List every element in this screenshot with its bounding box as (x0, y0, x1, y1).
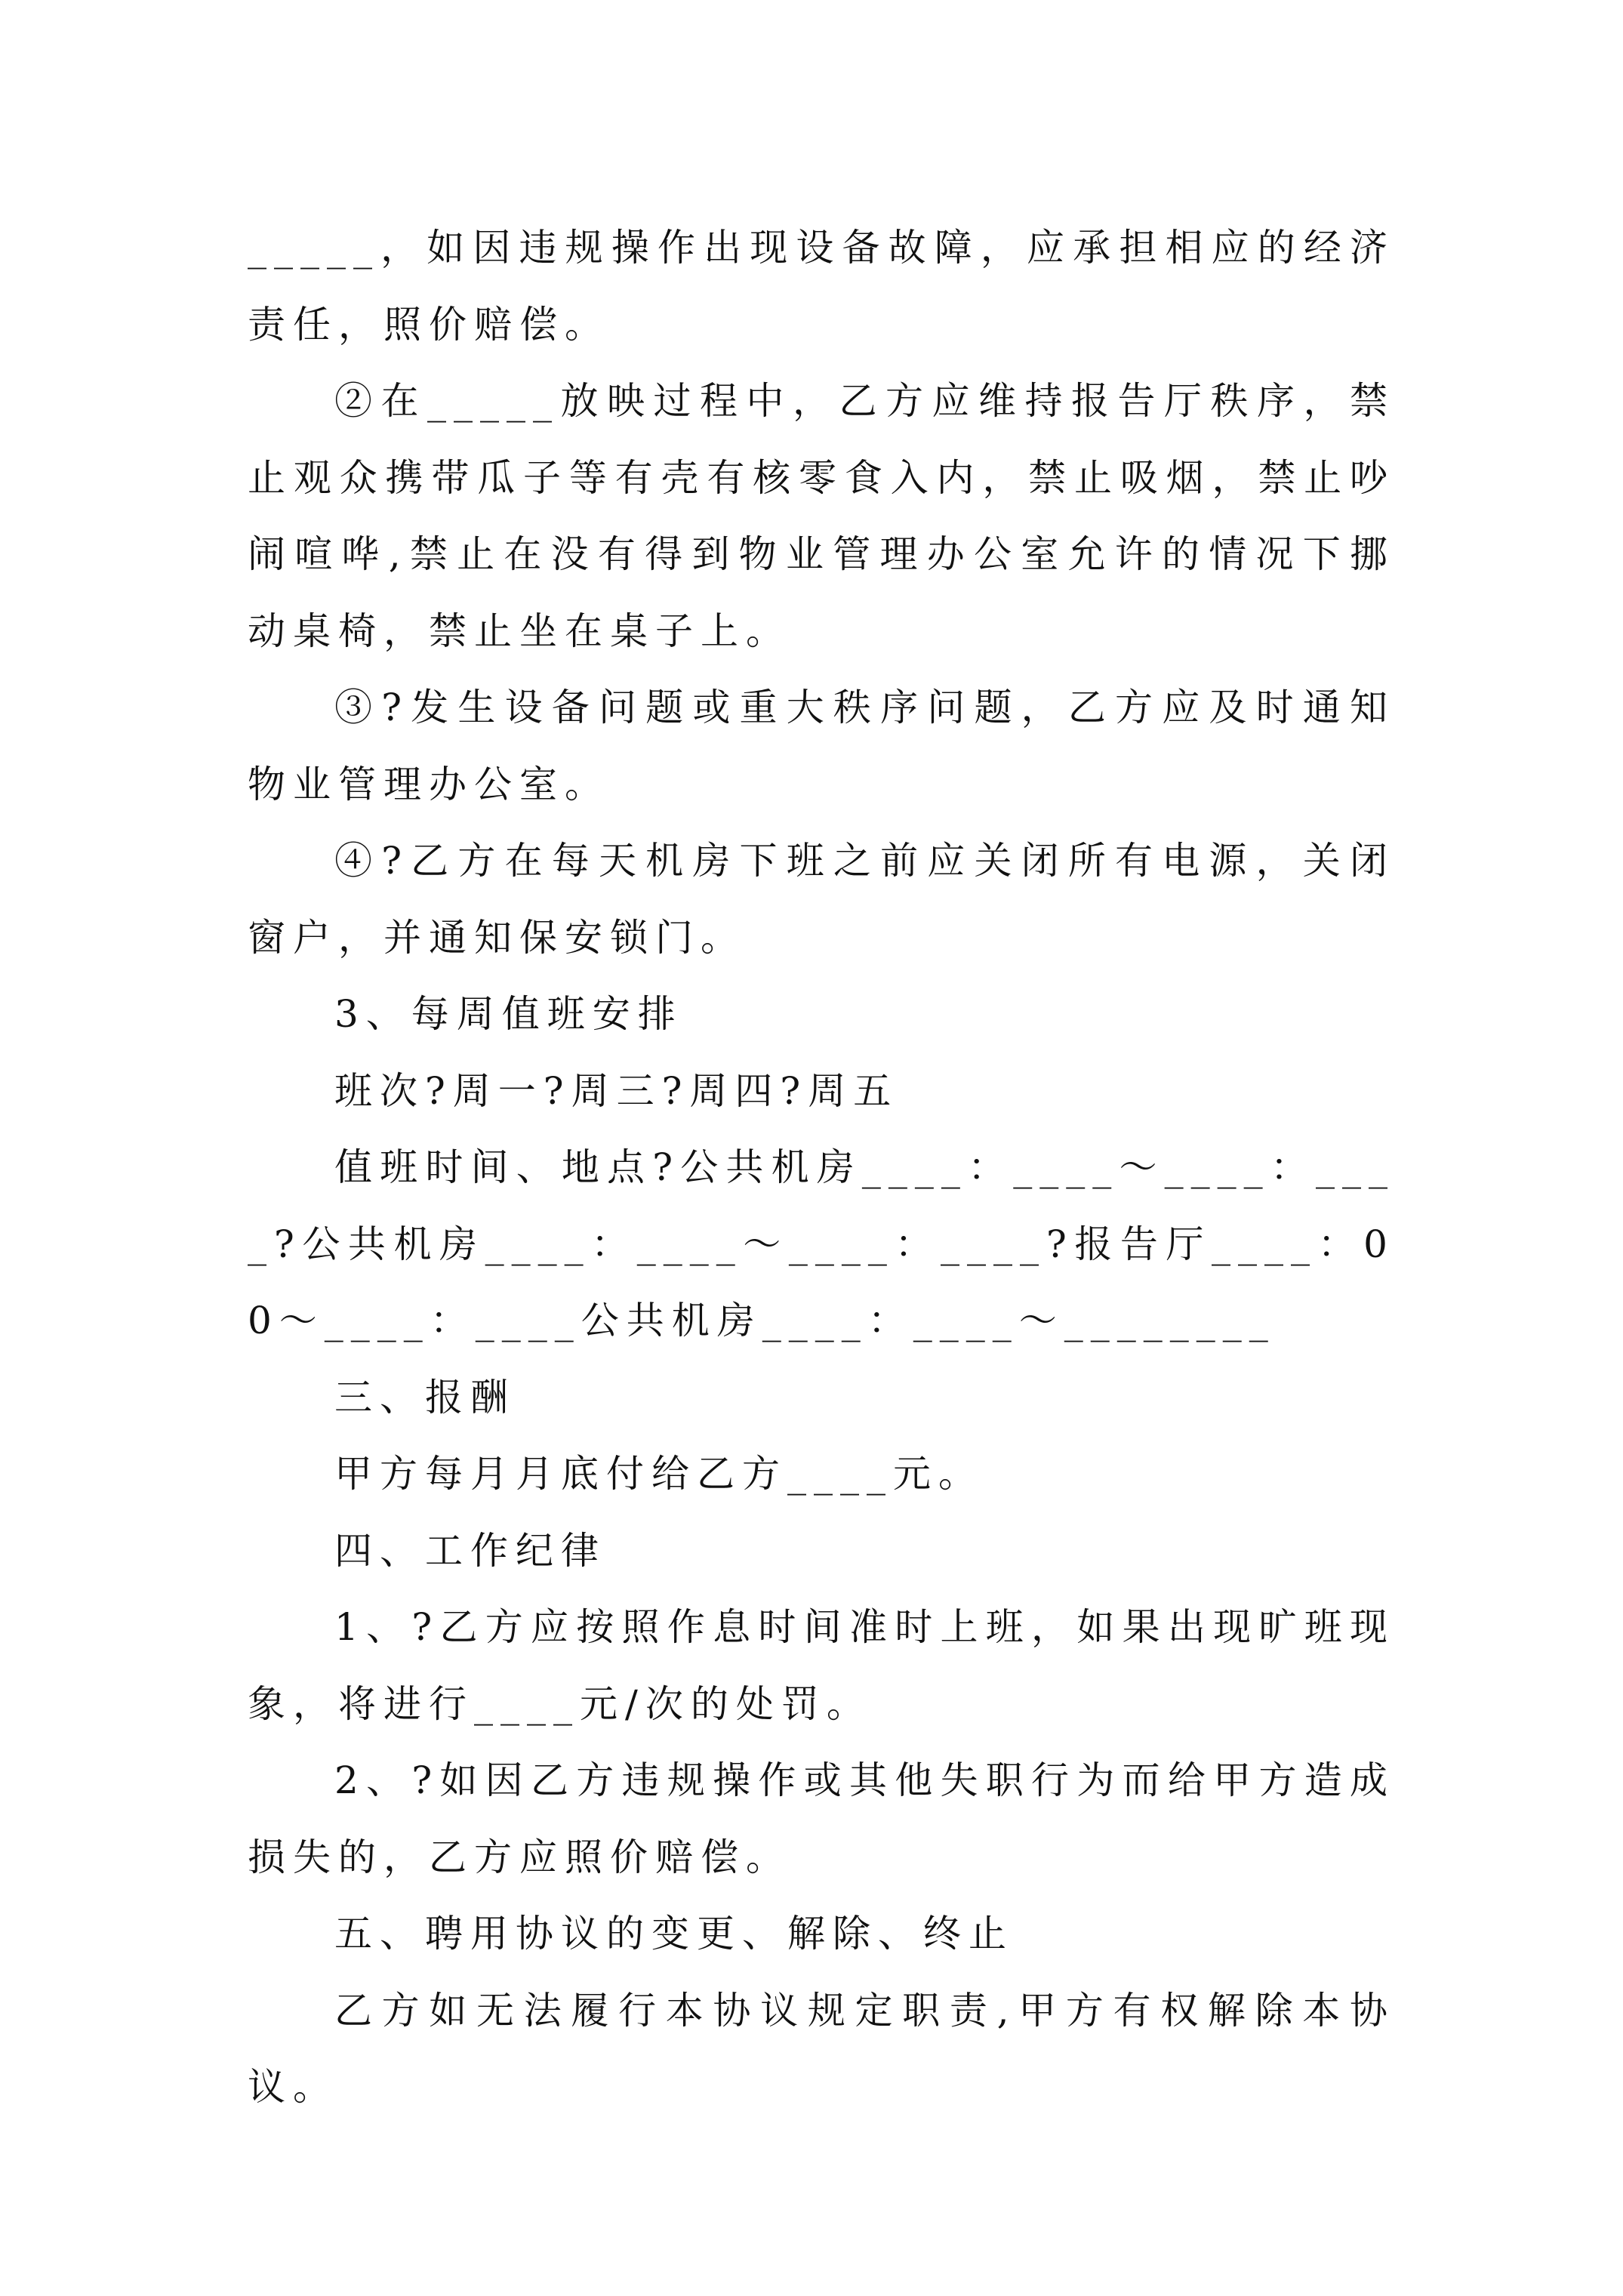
paragraph-attendance-penalty: 1、?乙方应按照作息时间准时上班，如果出现旷班现象，将进行____元/次的处罚。 (248, 1605, 1395, 1726)
document-body (248, 210, 1395, 2126)
paragraph-termination: 乙方如无法履行本协议规定职责,甲方有权解除本协议。 (248, 1988, 1395, 2109)
paragraph-shift-times: 值班时间、地点?公共机房____：____～____：____?公共机房____：____～____：____?报告厅____：00～____：____公共机房____：____～________ (248, 1145, 1395, 1342)
paragraph-duty-continued: _____，如因违规操作出现设备故障，应承担相应的经济责任，照价赔偿。 (248, 226, 1395, 347)
paragraph-equipment-problem: ③?发生设备问题或重大秩序问题，乙方应及时通知物业管理办公室。 (248, 686, 1395, 806)
paragraph-closing-duty: ④?乙方在每天机房下班之前应关闭所有电源，关闭窗户，并通知保安锁门。 (248, 839, 1395, 960)
heading-work-discipline: 四、工作纪律 (334, 1528, 606, 1573)
paragraph-screening-order: ②在_____放映过程中，乙方应维持报告厅秩序，禁止观众携带瓜子等有壳有核零食入内，禁止吸烟，禁止吵闹喧哗,禁止在没有得到物业管理办公室允许的情况下挪动桌椅，禁止坐在桌子上。 (248, 379, 1395, 653)
paragraph-compensation: 2、?如因乙方违规操作或其他失职行为而给甲方造成损失的，乙方应照价赔偿。 (248, 1758, 1395, 1879)
heading-agreement-change: 五、聘用协议的变更、解除、终止 (334, 1912, 1014, 1955)
paragraph-payment: 甲方每月月底付给乙方____元。 (334, 1452, 984, 1496)
paragraph-shift-days: 班次?周一?周三?周四?周五 (334, 1068, 899, 1113)
heading-weekly-schedule: 3、每周值班安排 (334, 992, 683, 1036)
heading-remuneration: 三、报酬 (334, 1375, 516, 1419)
